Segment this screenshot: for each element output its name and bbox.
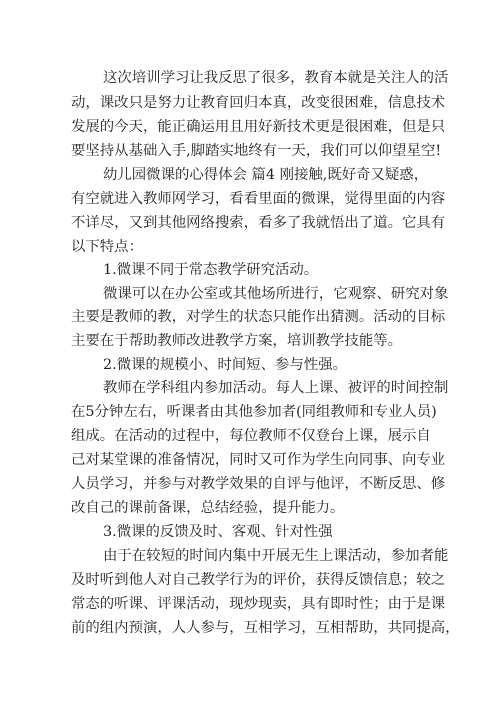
paragraph-line: 常态的听课、评课活动，现炒现卖，具有即时性；由于是课 <box>71 596 446 612</box>
paragraph-line: 要坚持从基础入手,脚踏实地终有一天，我们可以仰望星空! <box>71 143 442 159</box>
paragraph-line: 前的组内预演，人人参与，互相学习，互相帮助，共同提高， <box>71 620 460 636</box>
section-heading-line: 幼儿园微课的心得体会 篇4 刚接触,既好奇又疑惑， <box>103 167 429 183</box>
paragraph-line: 组成。在活动的过程中，每位教师不仅登台上课，展示自 <box>71 428 431 444</box>
paragraph-line: 人员学习，并参与对教学效果的自评与他评，不断反思、修 <box>71 476 446 492</box>
list-heading-2: 2.微课的规模小、时间短、参与性强。 <box>103 357 347 373</box>
paragraph-line: 不详尽，又到其他网络搜索，看多了我就悟出了道。它具有 <box>71 215 446 231</box>
list-heading-1: 1.微课不同于常态教学研究活动。 <box>103 262 319 278</box>
paragraph-line: 微课可以在办公室或其他场所进行，它观察、研究对象 <box>103 286 449 302</box>
paragraph-line: 这次培训学习让我反思了很多，教育本就是关注人的活 <box>103 70 449 86</box>
paragraph-line: 主要在于帮助教师改进教学方案，培训教学技能等。 <box>71 333 402 349</box>
paragraph-line: 动，课改只是努力让教育回归本真，改变很困难，信息技术 <box>71 95 446 111</box>
paragraph-line: 改自己的课前备课，总结经验，提升能力。 <box>71 500 345 516</box>
paragraph-line: 及时听到他人对自己教学行为的评价，获得反馈信息；较之 <box>71 572 446 588</box>
paragraph-line: 在5分钟左右，听课者由其他参加者(同组教师和专业人员) <box>71 404 437 420</box>
paragraph-line: 主要是教师的教，对学生的状态只能作出猜测。活动的目标 <box>71 309 446 325</box>
paragraph-line: 以下特点： <box>71 239 143 255</box>
paragraph-line: 由于在较短的时间内集中开展无生上课活动，参加者能 <box>103 548 449 564</box>
paragraph-line: 教师在学科组内参加活动。每人上课、被评的时间控制 <box>103 380 449 396</box>
paragraph-line: 有空就进入教师网学习，看看里面的微课，觉得里面的内容 <box>71 191 446 207</box>
paragraph-line: 发展的今天，能正确运用且用好新技术更是很困难，但是只 <box>71 119 446 135</box>
paragraph-line: 己对某堂课的准备情况，同时又可作为学生向同事、向专业 <box>71 452 446 468</box>
list-heading-3: 3.微课的反馈及时、客观、针对性强 <box>103 524 333 540</box>
